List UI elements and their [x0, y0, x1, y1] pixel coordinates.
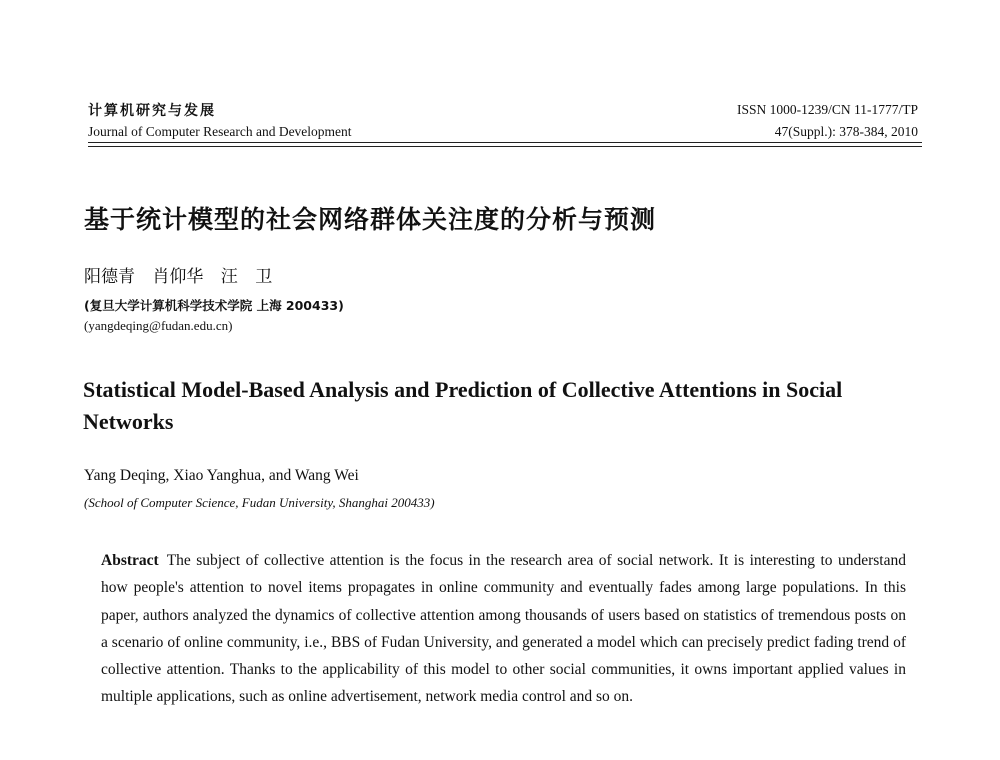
journal-volume-pages: 47(Suppl.): 378-384, 2010 — [774, 124, 918, 139]
authors-en: Yang Deqing, Xiao Yanghua, and Wang Wei — [84, 467, 359, 484]
journal-name-cn: 计算机研究与发展 — [88, 103, 216, 119]
authors-cn: 阳德青 肖仰华 汪 卫 — [84, 267, 273, 287]
abstract-label: Abstract — [101, 552, 159, 569]
paper-title-cn: 基于统计模型的社会网络群体关注度的分析与预测 — [84, 205, 657, 234]
header-rule-bottom — [88, 146, 922, 147]
abstract-text: The subject of collective attention is the focus in the research area of social network. It is interesting to understand how people's attention to novel items propagates in online community and eventually fades among large populations. In this paper, authors analyzed the dynamics of collective attention among thousands of users based on statistics of tremendous posts on a scenario of online community, i.e., BBS of Fudan University, and generated a model which can precisely predict fading trend of collective attention. Thanks to the applicability of this model to other social communities, it owns important applied values in multiple applications, such as online advertisement, network media control and so on. — [101, 552, 906, 706]
journal-name-en: Journal of Computer Research and Development — [88, 124, 352, 139]
affiliation-en: (School of Computer Science, Fudan University, Shanghai 200433) — [84, 495, 435, 510]
affiliation-cn: (复旦大学计算机科学技术学院 上海 200433) — [84, 298, 344, 313]
journal-issn: ISSN 1000-1239/CN 11-1777/TP — [736, 102, 918, 117]
author-email[interactable]: (yangdeqing@fudan.edu.cn) — [84, 318, 233, 333]
abstract-block — [101, 547, 906, 711]
paper-title-en: Statistical Model-Based Analysis and Prediction of Collective Attentions in Social Networks — [83, 377, 843, 434]
header-rule-top — [88, 142, 922, 143]
